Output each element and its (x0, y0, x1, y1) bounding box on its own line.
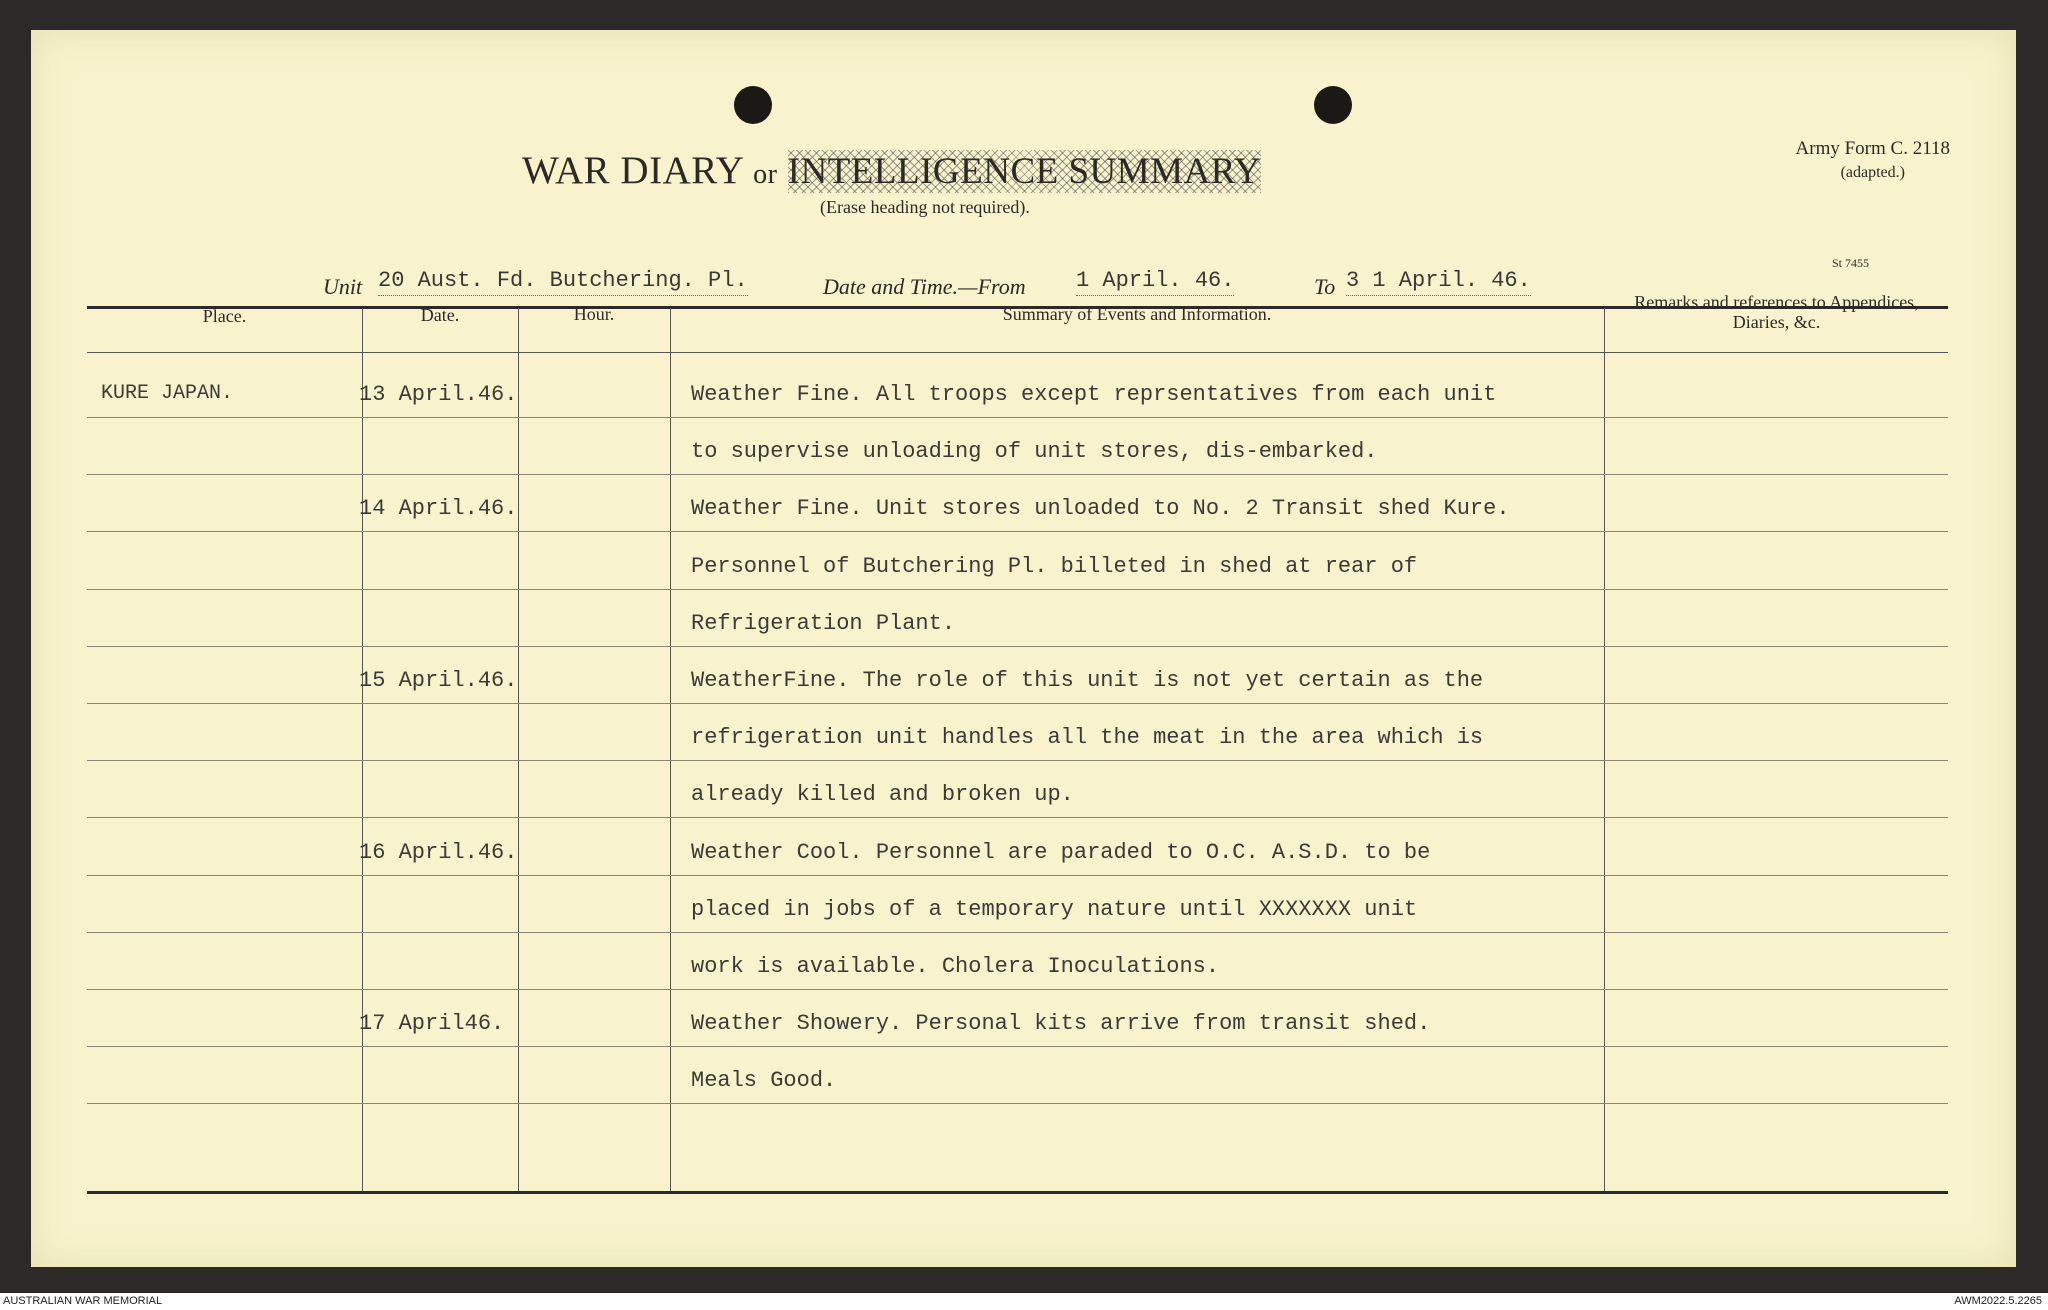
subtitle: (Erase heading not required). (820, 197, 1030, 217)
row-ruling (87, 474, 1948, 475)
punch-hole-left (734, 86, 772, 124)
row-ruling (87, 703, 1948, 704)
form-adapted: (adapted.) (1840, 164, 1905, 181)
title-main: WAR DIARY (522, 149, 743, 192)
row-date: 17 April46. (359, 1011, 505, 1037)
row-date: 16 April.46. (359, 839, 518, 865)
table-row (87, 486, 1948, 536)
row-date: 13 April.46. (359, 382, 518, 407)
header-underline (87, 352, 1948, 353)
footer-left: AUSTRALIAN WAR MEMORIAL (3, 1295, 163, 1307)
row-summary: refrigeration unit handles all the meat in the area which is (691, 725, 1484, 751)
table-row (87, 1001, 1948, 1051)
table-row (87, 429, 1948, 479)
table-row (87, 715, 1948, 765)
row-summary: already killed and broken up. (691, 782, 1074, 808)
row-ruling (87, 875, 1948, 876)
row-ruling (87, 817, 1948, 818)
row-summary: placed in jobs of a temporary nature until XXXXXXX unit (691, 896, 1418, 922)
row-summary: Weather Cool. Personnel are paraded to O.C. A.S.D. to be (691, 839, 1431, 865)
column-header-place: Place. (202, 306, 247, 326)
row-ruling (87, 589, 1948, 590)
form-number: Army Form C. 2118 (1795, 138, 1950, 159)
table-row (87, 372, 1948, 422)
row-summary: WeatherFine. The role of this unit is not yet certain as the (691, 668, 1484, 693)
row-ruling (87, 417, 1948, 418)
column-header-hour: Hour. (573, 304, 615, 324)
from-value: 1 April. 46. (1076, 268, 1234, 296)
row-ruling (87, 531, 1948, 532)
table-row (87, 658, 1948, 708)
row-date: 14 April.46. (359, 496, 518, 522)
row-ruling (87, 989, 1948, 990)
column-header-remarks: Remarks and references to Appendices, Diaries, &c. (1634, 292, 1919, 332)
row-summary: Weather Showery. Personal kits arrive from transit shed. (691, 1011, 1431, 1037)
row-summary: Personnel of Butchering Pl. billeted in shed at rear of (691, 553, 1418, 579)
table-row (87, 601, 1948, 651)
row-ruling (87, 646, 1948, 647)
row-ruling (87, 1046, 1948, 1047)
table-row (87, 544, 1948, 594)
unit-label: Unit (323, 274, 363, 299)
row-summary: to supervise unloading of unit stores, dis-embarked. (691, 439, 1378, 465)
row-summary: Refrigeration Plant. (691, 610, 956, 636)
row-summary: work is available. Cholera Inoculations. (691, 954, 1220, 979)
title-or: or (753, 159, 778, 190)
row-place: KURE JAPAN. (101, 382, 234, 405)
row-summary: Weather Fine. Unit stores unloaded to No. 2 Transit shed Kure. (691, 496, 1510, 522)
unit-value: 20 Aust. Fd. Butchering. Pl. (378, 268, 748, 296)
row-summary: Meals Good. (691, 1068, 837, 1094)
punch-hole-right (1314, 86, 1352, 124)
column-header-summary: Summary of Events and Information. (1002, 304, 1272, 324)
column-header-date: Date. (420, 305, 460, 325)
table-row (87, 772, 1948, 822)
table-row (87, 887, 1948, 937)
row-ruling (87, 760, 1948, 761)
date-time-label: Date and Time.—From (823, 274, 1026, 299)
to-label: To (1314, 274, 1336, 299)
form-reference (1796, 137, 1950, 185)
row-summary: Weather Fine. All troops except reprsentatives from each unit (691, 382, 1497, 407)
row-ruling (87, 932, 1948, 933)
row-date: 15 April.46. (359, 668, 518, 693)
archive-footer (0, 1293, 2048, 1310)
title-struck: INTELLIGENCE SUMMARY (787, 151, 1262, 192)
table-row (87, 944, 1948, 994)
table-bottom-rule (87, 1191, 1948, 1194)
row-ruling (87, 1103, 1948, 1104)
footer-right: AWM2022.5.2265 (1954, 1295, 2042, 1307)
to-value: 3 1 April. 46. (1346, 268, 1531, 296)
stock-code: St 7455 (1832, 256, 1870, 270)
table-row (87, 1058, 1948, 1108)
page-title (522, 148, 1261, 193)
table-row (87, 830, 1948, 880)
war-diary-page (31, 30, 2016, 1267)
